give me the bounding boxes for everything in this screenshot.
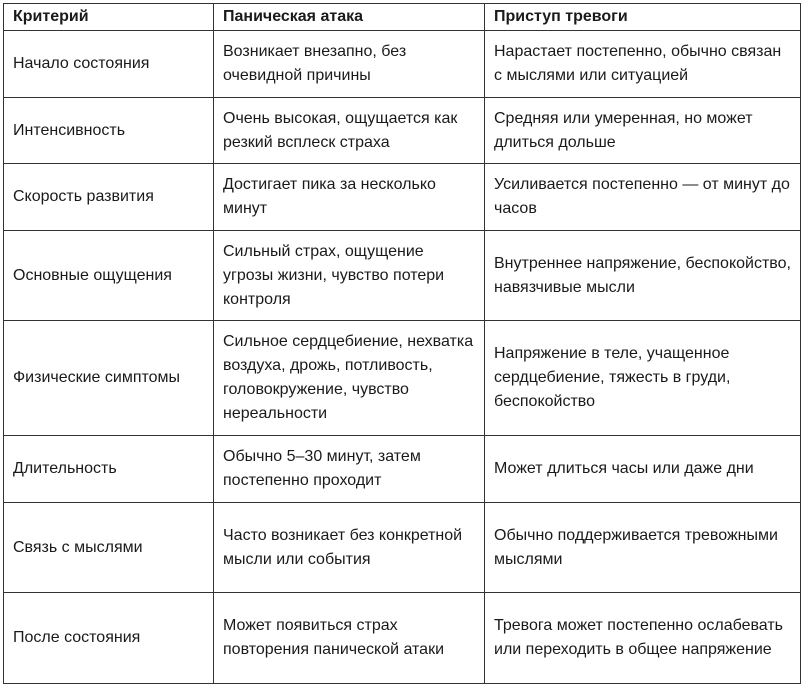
criterion-cell: Связь с мыслями xyxy=(4,503,214,593)
table-row xyxy=(4,593,801,684)
panic-attack-cell: Часто возникает без конкретной мысли или события xyxy=(214,503,485,593)
table-body xyxy=(4,31,801,684)
criterion-cell: Интенсивность xyxy=(4,98,214,164)
criterion-cell: Начало состояния xyxy=(4,31,214,98)
anxiety-attack-cell: Обычно поддерживается тревожными мыслями xyxy=(485,503,801,593)
anxiety-attack-cell: Тревога может постепенно ослабевать или переходить в общее напряжение xyxy=(485,593,801,684)
header-panic-attack: Паническая атака xyxy=(214,4,485,31)
panic-attack-cell: Может появиться страх повторения панической атаки xyxy=(214,593,485,684)
criterion-cell: Длительность xyxy=(4,436,214,503)
anxiety-attack-cell: Может длиться часы или даже дни xyxy=(485,436,801,503)
table-row xyxy=(4,321,801,436)
panic-attack-cell: Обычно 5–30 минут, затем постепенно проходит xyxy=(214,436,485,503)
table-row xyxy=(4,231,801,321)
header-row xyxy=(4,4,801,31)
panic-attack-cell: Достигает пика за несколько минут xyxy=(214,164,485,231)
table-row xyxy=(4,31,801,98)
comparison-table xyxy=(3,3,801,684)
panic-attack-cell: Сильный страх, ощущение угрозы жизни, чувство потери контроля xyxy=(214,231,485,321)
anxiety-attack-cell: Внутреннее напряжение, беспокойство, навязчивые мысли xyxy=(485,231,801,321)
criterion-cell: Скорость развития xyxy=(4,164,214,231)
table-header xyxy=(4,4,801,31)
anxiety-attack-cell: Нарастает постепенно, обычно связан с мыслями или ситуацией xyxy=(485,31,801,98)
table-row xyxy=(4,164,801,231)
anxiety-attack-cell: Напряжение в теле, учащенное сердцебиение, тяжесть в груди, беспокойство xyxy=(485,321,801,436)
header-criterion: Критерий xyxy=(4,4,214,31)
table-row xyxy=(4,503,801,593)
criterion-cell: Основные ощущения xyxy=(4,231,214,321)
panic-attack-cell: Очень высокая, ощущается как резкий всплеск страха xyxy=(214,98,485,164)
anxiety-attack-cell: Усиливается постепенно — от минут до часов xyxy=(485,164,801,231)
criterion-cell: Физические симптомы xyxy=(4,321,214,436)
table-row xyxy=(4,436,801,503)
anxiety-attack-cell: Средняя или умеренная, но может длиться дольше xyxy=(485,98,801,164)
header-anxiety-attack: Приступ тревоги xyxy=(485,4,801,31)
criterion-cell: После состояния xyxy=(4,593,214,684)
panic-attack-cell: Сильное сердцебиение, нехватка воздуха, дрожь, потливость, головокружение, чувство нереальности xyxy=(214,321,485,436)
panic-attack-cell: Возникает внезапно, без очевидной причины xyxy=(214,31,485,98)
table-row xyxy=(4,98,801,164)
